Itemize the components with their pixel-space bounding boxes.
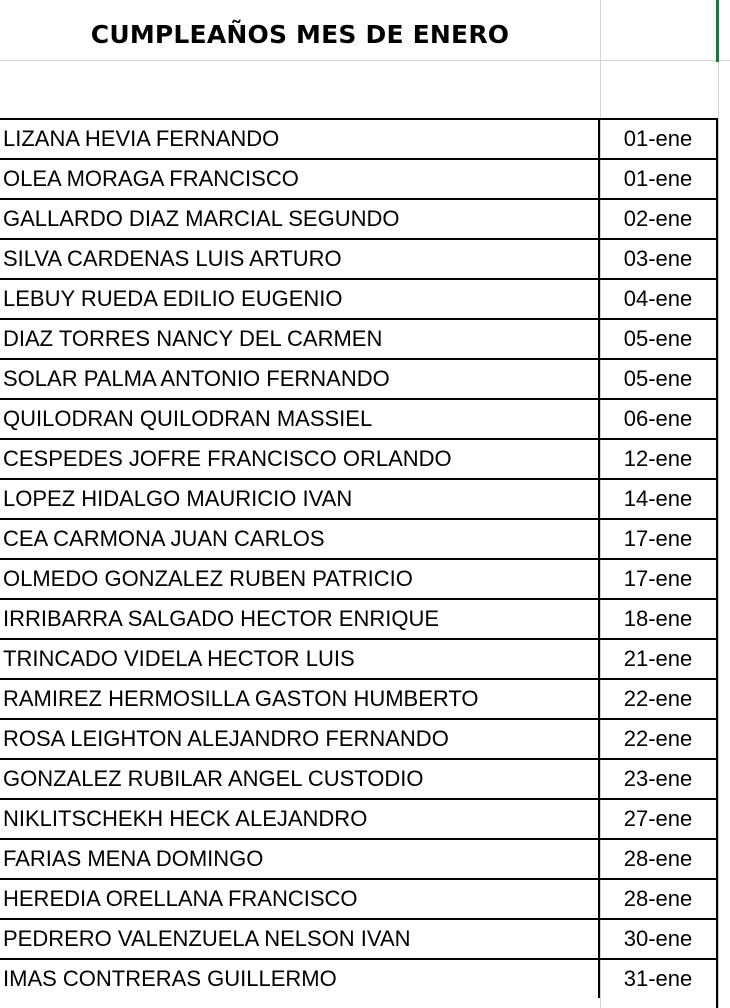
name-cell[interactable]: IRRIBARRA SALGADO HECTOR ENRIQUE [3,606,440,631]
date-cell[interactable]: 01-ene [598,120,716,158]
date-cell[interactable]: 04-ene [598,280,716,318]
name-cell[interactable]: SOLAR PALMA ANTONIO FERNANDO [3,366,390,391]
table-row [0,720,718,760]
date-cell[interactable]: 12-ene [598,440,716,478]
selected-cell-border [716,0,719,62]
empty-row[interactable] [0,60,730,118]
name-cell[interactable]: IMAS CONTRERAS GUILLERMO [3,966,337,991]
table-row [0,360,718,400]
table-row [0,920,718,960]
date-cell[interactable]: 21-ene [598,640,716,678]
table-row [0,640,718,680]
table-row [0,840,718,880]
name-cell[interactable]: LIZANA HEVIA FERNANDO [3,126,280,151]
date-cell[interactable]: 31-ene [598,960,716,998]
date-cell[interactable]: 27-ene [598,800,716,838]
table-row [0,240,718,280]
table-row [0,560,718,600]
table-row [0,760,718,800]
name-cell[interactable]: FARIAS MENA DOMINGO [3,846,264,871]
gridline-col-c [718,0,719,1008]
date-cell[interactable]: 17-ene [598,560,716,598]
table-row [0,160,718,200]
date-cell[interactable]: 05-ene [598,360,716,398]
title-cell[interactable] [0,0,730,61]
sheet-title: CUMPLEAÑOS MES DE ENERO [90,20,510,49]
name-cell[interactable]: LEBUY RUEDA EDILIO EUGENIO [3,286,343,311]
name-cell[interactable]: GONZALEZ RUBILAR ANGEL CUSTODIO [3,766,424,791]
name-cell[interactable]: GALLARDO DIAZ MARCIAL SEGUNDO [3,206,400,231]
table-row [0,480,718,520]
date-cell[interactable]: 06-ene [598,400,716,438]
name-cell[interactable]: TRINCADO VIDELA HECTOR LUIS [3,646,355,671]
table-row [0,800,718,840]
date-cell[interactable]: 14-ene [598,480,716,518]
date-cell[interactable]: 01-ene [598,160,716,198]
table-row [0,200,718,240]
table-row [0,320,718,360]
date-cell[interactable]: 28-ene [598,840,716,878]
name-cell[interactable]: CESPEDES JOFRE FRANCISCO ORLANDO [3,446,452,471]
date-cell[interactable]: 17-ene [598,520,716,558]
table-row [0,400,718,440]
date-cell[interactable]: 23-ene [598,760,716,798]
table-row [0,440,718,480]
table-row [0,120,718,160]
date-cell[interactable]: 03-ene [598,240,716,278]
name-cell[interactable]: ROSA LEIGHTON ALEJANDRO FERNANDO [3,726,449,751]
table-row [0,280,718,320]
table-right-border [716,118,718,1008]
name-cell[interactable]: OLEA MORAGA FRANCISCO [3,166,299,191]
date-cell[interactable]: 30-ene [598,920,716,958]
name-cell[interactable]: HEREDIA ORELLANA FRANCISCO [3,886,358,911]
date-cell[interactable]: 22-ene [598,720,716,758]
birthday-table [0,118,718,998]
name-cell[interactable]: RAMIREZ HERMOSILLA GASTON HUMBERTO [3,686,479,711]
date-cell[interactable]: 22-ene [598,680,716,718]
table-row [0,680,718,720]
table-row [0,520,718,560]
name-cell[interactable]: CEA CARMONA JUAN CARLOS [3,526,325,551]
date-cell[interactable]: 05-ene [598,320,716,358]
name-cell[interactable]: PEDRERO VALENZUELA NELSON IVAN [3,926,411,951]
date-cell[interactable]: 18-ene [598,600,716,638]
name-cell[interactable]: OLMEDO GONZALEZ RUBEN PATRICIO [3,566,413,591]
name-cell[interactable]: QUILODRAN QUILODRAN MASSIEL [3,406,373,431]
name-cell[interactable]: DIAZ TORRES NANCY DEL CARMEN [3,326,383,351]
date-cell[interactable]: 28-ene [598,880,716,918]
date-cell[interactable]: 02-ene [598,200,716,238]
table-row [0,880,718,920]
table-row [0,600,718,640]
name-cell[interactable]: NIKLITSCHEKH HECK ALEJANDRO [3,806,368,831]
name-cell[interactable]: LOPEZ HIDALGO MAURICIO IVAN [3,486,353,511]
name-cell[interactable]: SILVA CARDENAS LUIS ARTURO [3,246,342,271]
table-row [0,960,718,998]
